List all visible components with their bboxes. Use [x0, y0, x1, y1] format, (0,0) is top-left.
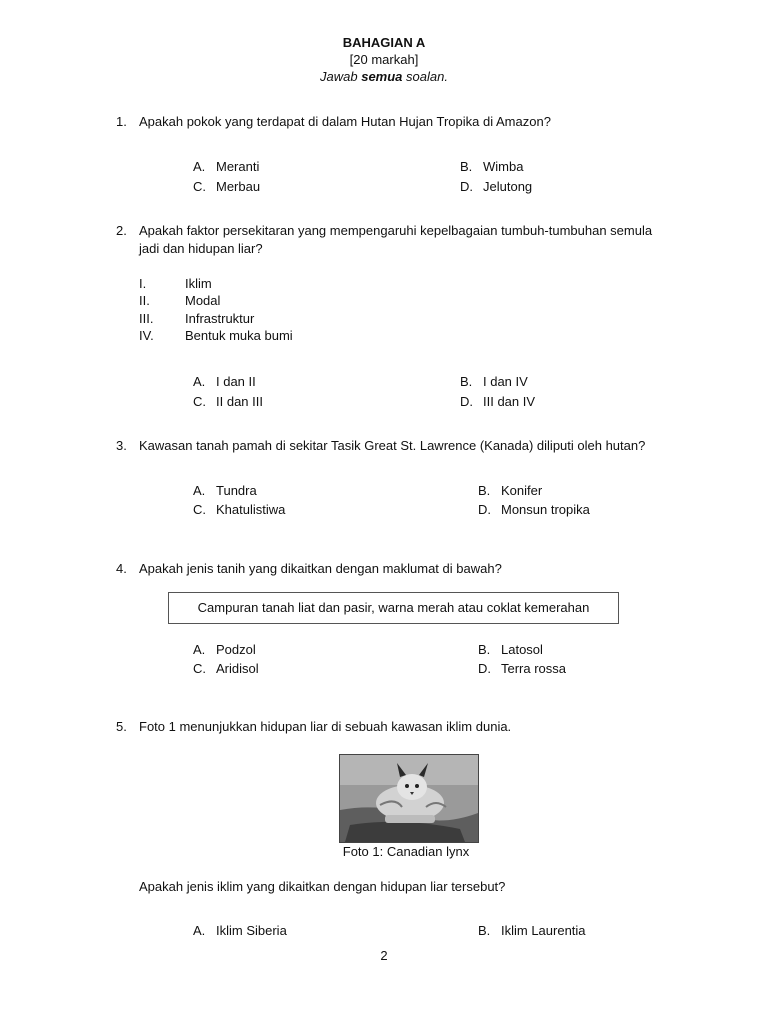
question-1-option-a[interactable]: A. Meranti — [193, 159, 260, 174]
question-2-text-line1: Apakah faktor persekitaran yang mempengaruhi kepelbagaian tumbuh-tumbuhan semula — [139, 223, 653, 238]
question-4-option-d[interactable]: D. Terra rossa — [478, 661, 567, 676]
question-5-option-b[interactable]: B. Iklim Laurentia — [478, 923, 586, 938]
question-2-option-b[interactable]: B. I dan IV — [460, 374, 528, 389]
question-3-option-c[interactable]: C. Khatulistiwa — [193, 502, 286, 517]
question-5-followup: Apakah jenis iklim yang dikaitkan dengan hidupan liar tersebut? — [139, 879, 506, 894]
lynx-photo-illustration — [340, 755, 478, 842]
question-3-option-a[interactable]: A. Tundra — [193, 483, 257, 498]
question-2-option-a[interactable]: A. I dan II — [193, 374, 256, 389]
marks-label: [20 markah] — [349, 52, 419, 67]
question-2-roman-ii: II. Modal — [139, 293, 221, 308]
question-5-text: Foto 1 menunjukkan hidupan liar di sebuah kawasan iklim dunia. — [139, 719, 512, 734]
question-2-option-d[interactable]: D. III dan IV — [460, 394, 536, 409]
lynx-photo — [339, 754, 479, 843]
question-2-roman-i: I. Iklim — [139, 276, 212, 291]
question-3-option-b[interactable]: B. Konifer — [478, 483, 543, 498]
question-1-option-d[interactable]: D. Jelutong — [460, 179, 533, 194]
question-2-roman-iv: IV. Bentuk muka bumi — [139, 328, 293, 343]
question-5-option-a[interactable]: A. Iklim Siberia — [193, 923, 287, 938]
question-1-option-b[interactable]: B. Wimba — [460, 159, 524, 174]
question-1-number: 1. — [116, 114, 127, 129]
question-3-number: 3. — [116, 438, 127, 453]
info-box-text: Campuran tanah liat dan pasir, warna merah atau coklat kemerahan — [197, 600, 590, 615]
question-2-option-c[interactable]: C. II dan III — [193, 394, 263, 409]
info-box — [168, 592, 619, 624]
section-title: BAHAGIAN A — [342, 35, 426, 50]
question-4-option-c[interactable]: C. Aridisol — [193, 661, 259, 676]
question-1-text: Apakah pokok yang terdapat di dalam Hutan Hujan Tropika di Amazon? — [139, 114, 551, 129]
instruction: Jawab semua soalan. — [320, 69, 448, 84]
question-1-option-c[interactable]: C. Merbau — [193, 179, 261, 194]
page-number: 2 — [380, 948, 388, 963]
question-5-number: 5. — [116, 719, 127, 734]
question-2-text-line2: jadi dan hidupan liar? — [139, 241, 263, 256]
question-4-option-a[interactable]: A. Podzol — [193, 642, 256, 657]
question-4-text: Apakah jenis tanih yang dikaitkan dengan maklumat di bawah? — [139, 561, 502, 576]
question-2-roman-iii: III. Infrastruktur — [139, 311, 255, 326]
question-3-text: Kawasan tanah pamah di sekitar Tasik Great St. Lawrence (Kanada) diliputi oleh hutan? — [139, 438, 646, 453]
question-4-number: 4. — [116, 561, 127, 576]
question-3-option-d[interactable]: D. Monsun tropika — [478, 502, 590, 517]
question-2-number: 2. — [116, 223, 127, 238]
question-4-option-b[interactable]: B. Latosol — [478, 642, 543, 657]
photo-caption: Foto 1: Canadian lynx — [342, 844, 470, 859]
